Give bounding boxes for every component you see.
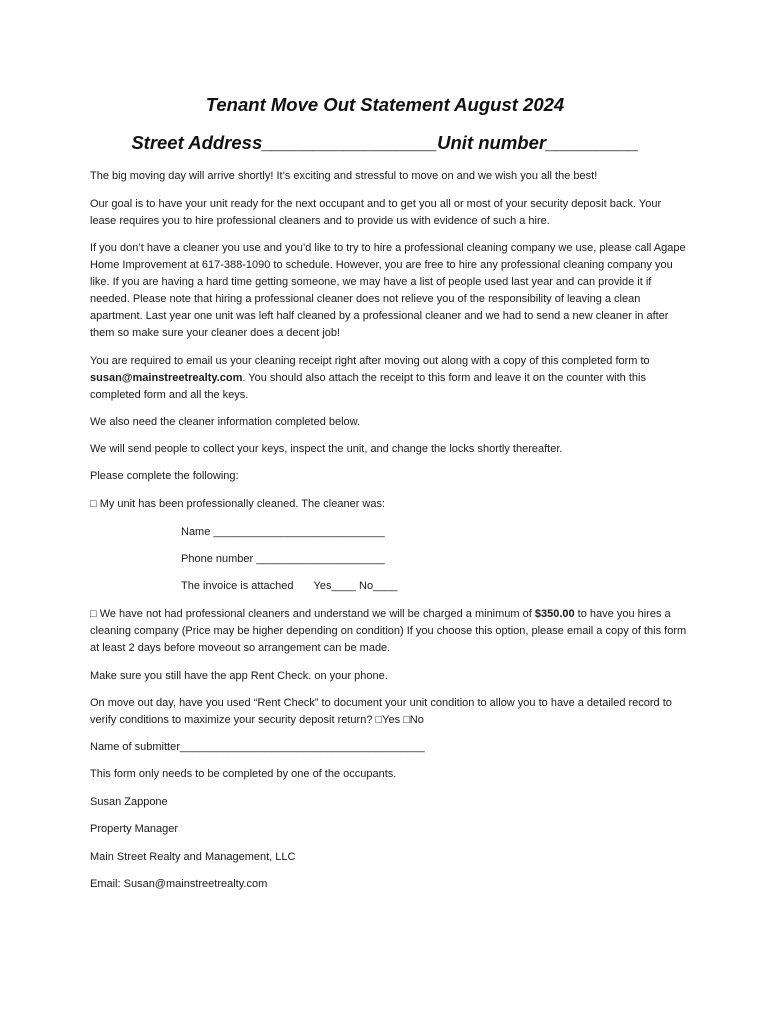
cleaner-info-paragraph: If you don’t have a cleaner you use and you’d like to try to hire a professional cleaning company we use, please call Agape Home Improvement at 617-388-1090 to schedule. However, you are free to hire any professional cleaning company you like. If you are having a hard time getting someone, we may have a list of people used last year and can provide it if needed. Please note that hiring a professional cleaner does not relieve you of the responsibility of leaving a clean apartment. Last year one unit was left half cleaned by a professional cleaner and we had to send a new cleaner in after them so make sure your cleaner does a decent job! <box>90 242 686 339</box>
option-not-cleaned-pre: □ We have not had professional cleaners and understand we will be charged a minimum of <box>90 608 535 620</box>
signature-name: Susan Zappone <box>90 796 168 808</box>
invoice-yes-field[interactable]: Yes____ <box>313 580 356 592</box>
goal-paragraph: Our goal is to have your unit ready for the next occupant and to get you all or most of your security deposit back. Your lease requires you to hire professional cleaners and to provide us with evidence of such a hire. <box>90 198 662 227</box>
intro-paragraph: The big moving day will arrive shortly! It’s exciting and stressful to move on and we wish you all the best! <box>90 170 598 182</box>
email-paragraph-post: . You should also attach the receipt to this form and leave it on the counter with this completed form and all the keys. <box>90 372 646 401</box>
document-title: Tenant Move Out Statement August 2024 <box>205 94 565 115</box>
rent-check-app-paragraph: Make sure you still have the app Rent Check. on your phone. <box>90 670 388 682</box>
cleaner-required-paragraph: We also need the cleaner information completed below. <box>90 416 361 428</box>
invoice-no-field[interactable]: No____ <box>359 580 398 592</box>
signature-company: Main Street Realty and Management, LLC <box>90 851 296 863</box>
email-paragraph-pre: You are required to email us your cleaning receipt right after moving out along with a copy of this completed form to <box>90 355 650 367</box>
invoice-attached-row <box>181 578 770 595</box>
option-not-cleaned-checkbox[interactable] <box>90 606 690 657</box>
address-line: Street Address_________________Unit number_________ <box>131 132 639 153</box>
email-link[interactable]: susan@mainstreetrealty.com <box>90 372 243 384</box>
invoice-label: The invoice is attached <box>181 580 294 592</box>
rent-check-question[interactable]: On move out day, have you used “Rent Check” to document your unit condition to allow you to have a detailed record to verify conditions to maximize your security deposit return? □Yes □No <box>90 697 672 726</box>
minimum-charge: $350.00 <box>534 608 575 620</box>
submitter-name-field[interactable]: Name of submitter________________________________________ <box>90 741 425 753</box>
signature-title: Property Manager <box>90 823 179 835</box>
occupants-note: This form only needs to be completed by one of the occupants. <box>90 768 397 780</box>
email-paragraph <box>90 353 690 404</box>
cleaner-name-field[interactable]: Name ____________________________ <box>181 526 385 538</box>
cleaner-phone-field[interactable]: Phone number _____________________ <box>181 553 385 565</box>
option-not-cleaned-post: to have you hires a cleaning company (Price may be higher depending on condition) If you choose this option, please email a copy of this form at least 2 days before moveout so arrangement can be made. <box>90 608 687 654</box>
signature-email: Email: Susan@mainstreetrealty.com <box>90 878 268 890</box>
option-cleaned-checkbox[interactable]: □ My unit has been professionally cleaned. The cleaner was: <box>90 498 386 510</box>
complete-following-paragraph: Please complete the following: <box>90 470 239 482</box>
keys-paragraph: We will send people to collect your keys, inspect the unit, and change the locks shortly thereafter. <box>90 443 563 455</box>
